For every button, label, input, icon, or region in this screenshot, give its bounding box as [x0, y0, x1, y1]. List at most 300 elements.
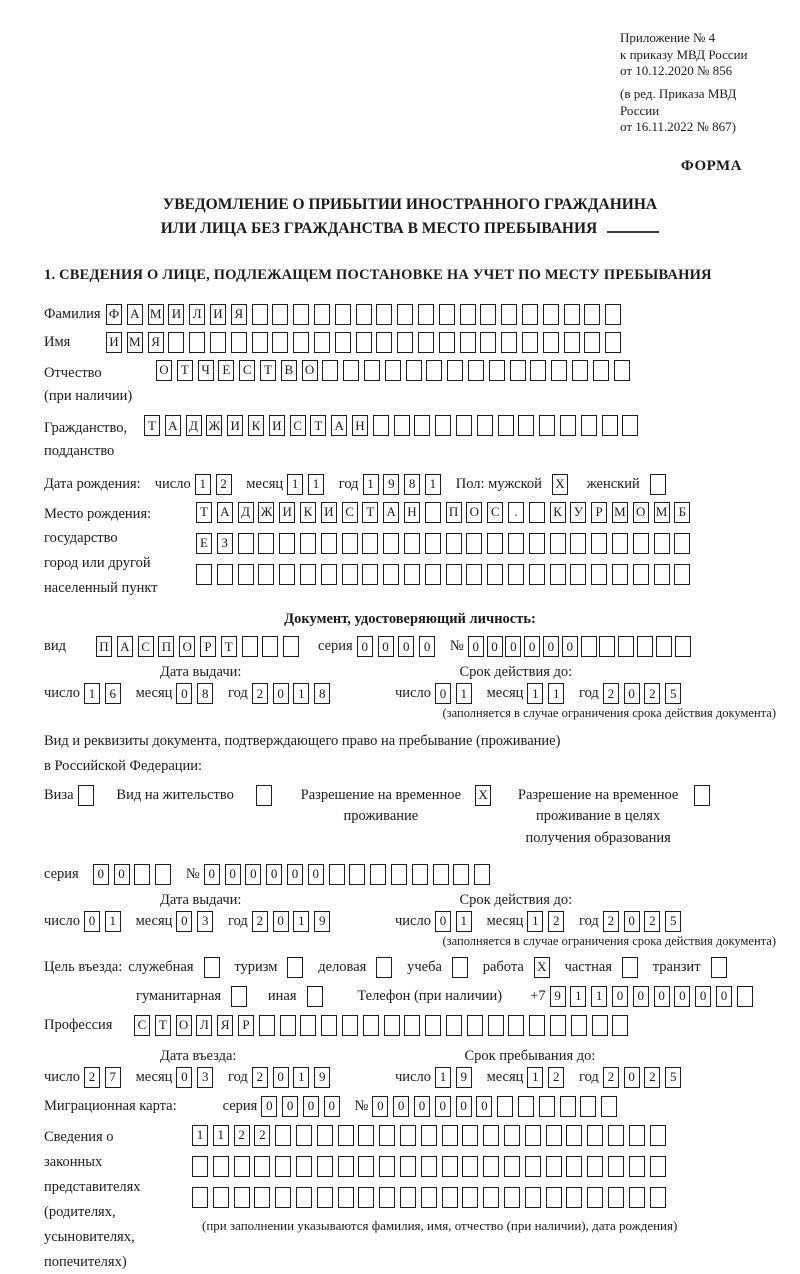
form-cell[interactable]: [358, 1187, 374, 1208]
form-cell[interactable]: 2: [254, 1125, 270, 1146]
form-cell[interactable]: [262, 636, 278, 657]
form-cell[interactable]: [358, 1156, 374, 1177]
form-cell[interactable]: [373, 415, 389, 436]
form-cell[interactable]: [675, 636, 691, 657]
form-cell[interactable]: [550, 533, 566, 554]
form-cell[interactable]: [404, 533, 420, 554]
form-cell[interactable]: [217, 564, 233, 585]
form-cell[interactable]: 0: [114, 864, 130, 885]
form-cell[interactable]: [418, 332, 434, 353]
form-cell[interactable]: 0: [84, 911, 100, 932]
form-cell[interactable]: [252, 332, 268, 353]
form-cell[interactable]: [599, 636, 615, 657]
form-cell[interactable]: [543, 332, 559, 353]
form-cell[interactable]: [272, 304, 288, 325]
form-cell[interactable]: 2: [548, 1067, 564, 1088]
form-cell[interactable]: 0: [624, 911, 640, 932]
form-cell[interactable]: [650, 1125, 666, 1146]
form-cell[interactable]: [421, 1187, 437, 1208]
form-cell[interactable]: [587, 1187, 603, 1208]
form-cell[interactable]: [650, 1156, 666, 1177]
form-cell[interactable]: 1: [287, 474, 303, 495]
form-cell[interactable]: А: [383, 502, 399, 523]
form-cell[interactable]: А: [331, 415, 347, 436]
form-cell[interactable]: [234, 1156, 250, 1177]
form-cell[interactable]: [584, 332, 600, 353]
form-cell[interactable]: [504, 1156, 520, 1177]
form-cell[interactable]: [442, 1187, 458, 1208]
form-cell[interactable]: [605, 304, 621, 325]
form-cell[interactable]: 0: [266, 864, 282, 885]
form-cell[interactable]: [446, 564, 462, 585]
form-cell[interactable]: [400, 1187, 416, 1208]
form-cell[interactable]: [329, 864, 345, 885]
form-cell[interactable]: Я: [217, 1015, 233, 1036]
form-cell[interactable]: 2: [644, 1067, 660, 1088]
form-cell[interactable]: 0: [414, 1096, 430, 1117]
form-cell[interactable]: Я: [148, 332, 164, 353]
form-cell[interactable]: 0: [324, 1096, 340, 1117]
form-cell[interactable]: 0: [372, 1096, 388, 1117]
form-cell[interactable]: [460, 332, 476, 353]
form-cell[interactable]: Л: [196, 1015, 212, 1036]
form-cell[interactable]: [204, 957, 220, 978]
form-cell[interactable]: 2: [644, 683, 660, 704]
form-cell[interactable]: 0: [225, 864, 241, 885]
form-cell[interactable]: [364, 360, 380, 381]
form-cell[interactable]: [300, 564, 316, 585]
form-cell[interactable]: [400, 1125, 416, 1146]
form-cell[interactable]: 2: [644, 911, 660, 932]
form-cell[interactable]: [462, 1156, 478, 1177]
form-cell[interactable]: 2: [603, 683, 619, 704]
form-cell[interactable]: 1: [527, 683, 543, 704]
form-cell[interactable]: Ч: [198, 360, 214, 381]
form-cell[interactable]: И: [106, 332, 122, 353]
form-cell[interactable]: 2: [252, 683, 268, 704]
form-cell[interactable]: X: [534, 957, 550, 978]
form-cell[interactable]: [397, 332, 413, 353]
title-blank-line[interactable]: [607, 231, 659, 233]
form-cell[interactable]: С: [134, 1015, 150, 1036]
form-cell[interactable]: 1: [456, 911, 472, 932]
form-cell[interactable]: [394, 415, 410, 436]
form-cell[interactable]: [376, 332, 392, 353]
form-cell[interactable]: 1: [308, 474, 324, 495]
form-cell[interactable]: [406, 360, 422, 381]
form-cell[interactable]: 0: [624, 683, 640, 704]
form-cell[interactable]: 0: [674, 986, 690, 1007]
form-cell[interactable]: 1: [105, 911, 121, 932]
form-cell[interactable]: 8: [197, 683, 213, 704]
form-cell[interactable]: [376, 304, 392, 325]
form-cell[interactable]: [608, 1125, 624, 1146]
form-cell[interactable]: [256, 785, 272, 806]
form-cell[interactable]: П: [96, 636, 112, 657]
form-cell[interactable]: М: [654, 502, 670, 523]
form-cell[interactable]: [629, 1125, 645, 1146]
form-cell[interactable]: [483, 1125, 499, 1146]
form-cell[interactable]: 0: [176, 1067, 192, 1088]
form-cell[interactable]: [581, 636, 597, 657]
form-cell[interactable]: [134, 864, 150, 885]
form-cell[interactable]: 1: [527, 911, 543, 932]
form-cell[interactable]: [446, 1015, 462, 1036]
form-cell[interactable]: [317, 1156, 333, 1177]
form-cell[interactable]: 0: [308, 864, 324, 885]
form-cell[interactable]: [404, 564, 420, 585]
form-cell[interactable]: [525, 1156, 541, 1177]
form-cell[interactable]: [612, 564, 628, 585]
form-cell[interactable]: 3: [197, 1067, 213, 1088]
form-cell[interactable]: [612, 533, 628, 554]
form-cell[interactable]: Р: [591, 502, 607, 523]
form-cell[interactable]: [383, 564, 399, 585]
form-cell[interactable]: [426, 360, 442, 381]
form-cell[interactable]: [539, 415, 555, 436]
form-cell[interactable]: [737, 986, 753, 1007]
form-cell[interactable]: 5: [665, 911, 681, 932]
form-cell[interactable]: Ф: [106, 304, 122, 325]
form-cell[interactable]: [525, 1125, 541, 1146]
form-cell[interactable]: [550, 1015, 566, 1036]
form-cell[interactable]: 0: [282, 1096, 298, 1117]
form-cell[interactable]: [362, 533, 378, 554]
form-cell[interactable]: [296, 1187, 312, 1208]
form-cell[interactable]: [296, 1156, 312, 1177]
form-cell[interactable]: 2: [84, 1067, 100, 1088]
form-cell[interactable]: [258, 564, 274, 585]
form-cell[interactable]: [518, 1096, 534, 1117]
form-cell[interactable]: [213, 1156, 229, 1177]
form-cell[interactable]: [363, 1015, 379, 1036]
form-cell[interactable]: 0: [273, 911, 289, 932]
form-cell[interactable]: 6: [105, 683, 121, 704]
form-cell[interactable]: [612, 1015, 628, 1036]
form-cell[interactable]: [433, 864, 449, 885]
form-cell[interactable]: 0: [456, 1096, 472, 1117]
form-cell[interactable]: О: [302, 360, 318, 381]
form-cell[interactable]: [425, 502, 441, 523]
form-cell[interactable]: [518, 415, 534, 436]
form-cell[interactable]: [259, 1015, 275, 1036]
form-cell[interactable]: 0: [505, 636, 521, 657]
form-cell[interactable]: [593, 360, 609, 381]
form-cell[interactable]: [654, 533, 670, 554]
form-cell[interactable]: [384, 1015, 400, 1036]
form-cell[interactable]: .: [508, 502, 524, 523]
form-cell[interactable]: [279, 533, 295, 554]
form-cell[interactable]: [231, 332, 247, 353]
form-cell[interactable]: [629, 1156, 645, 1177]
form-cell[interactable]: [242, 636, 258, 657]
form-cell[interactable]: Т: [155, 1015, 171, 1036]
form-cell[interactable]: [487, 533, 503, 554]
form-cell[interactable]: 2: [548, 911, 564, 932]
form-cell[interactable]: У: [570, 502, 586, 523]
form-cell[interactable]: Т: [144, 415, 160, 436]
form-cell[interactable]: [581, 415, 597, 436]
form-cell[interactable]: [196, 564, 212, 585]
form-cell[interactable]: 0: [633, 986, 649, 1007]
form-cell[interactable]: [546, 1125, 562, 1146]
form-cell[interactable]: [654, 564, 670, 585]
form-cell[interactable]: [529, 533, 545, 554]
form-cell[interactable]: [400, 1156, 416, 1177]
form-cell[interactable]: 2: [603, 911, 619, 932]
form-cell[interactable]: [453, 864, 469, 885]
form-cell[interactable]: [343, 360, 359, 381]
form-cell[interactable]: [550, 564, 566, 585]
form-cell[interactable]: Д: [186, 415, 202, 436]
form-cell[interactable]: [656, 636, 672, 657]
form-cell[interactable]: [480, 304, 496, 325]
form-cell[interactable]: [566, 1187, 582, 1208]
form-cell[interactable]: Т: [221, 636, 237, 657]
form-cell[interactable]: [280, 1015, 296, 1036]
form-cell[interactable]: 2: [603, 1067, 619, 1088]
form-cell[interactable]: [78, 785, 94, 806]
form-cell[interactable]: Р: [200, 636, 216, 657]
form-cell[interactable]: 0: [357, 636, 373, 657]
form-cell[interactable]: [592, 1015, 608, 1036]
form-cell[interactable]: 0: [524, 636, 540, 657]
form-cell[interactable]: [342, 564, 358, 585]
form-cell[interactable]: 9: [550, 986, 566, 1007]
form-cell[interactable]: М: [127, 332, 143, 353]
form-cell[interactable]: [254, 1156, 270, 1177]
form-cell[interactable]: [412, 864, 428, 885]
form-cell[interactable]: [338, 1125, 354, 1146]
form-cell[interactable]: [338, 1187, 354, 1208]
form-cell[interactable]: [435, 415, 451, 436]
form-cell[interactable]: 0: [476, 1096, 492, 1117]
form-cell[interactable]: [321, 1015, 337, 1036]
form-cell[interactable]: [614, 360, 630, 381]
form-cell[interactable]: К: [300, 502, 316, 523]
form-cell[interactable]: 7: [105, 1067, 121, 1088]
form-cell[interactable]: [321, 533, 337, 554]
form-cell[interactable]: И: [210, 304, 226, 325]
form-cell[interactable]: [391, 864, 407, 885]
form-cell[interactable]: [543, 304, 559, 325]
form-cell[interactable]: [650, 1187, 666, 1208]
form-cell[interactable]: 9: [314, 1067, 330, 1088]
form-cell[interactable]: [379, 1125, 395, 1146]
form-cell[interactable]: И: [168, 304, 184, 325]
form-cell[interactable]: [293, 332, 309, 353]
form-cell[interactable]: [349, 864, 365, 885]
form-cell[interactable]: [414, 415, 430, 436]
form-cell[interactable]: [560, 1096, 576, 1117]
form-cell[interactable]: [213, 1187, 229, 1208]
form-cell[interactable]: 1: [293, 1067, 309, 1088]
form-cell[interactable]: [587, 1125, 603, 1146]
form-cell[interactable]: [460, 304, 476, 325]
form-cell[interactable]: П: [158, 636, 174, 657]
form-cell[interactable]: [300, 533, 316, 554]
form-cell[interactable]: 0: [435, 683, 451, 704]
form-cell[interactable]: [508, 1015, 524, 1036]
form-cell[interactable]: [522, 304, 538, 325]
form-cell[interactable]: С: [290, 415, 306, 436]
form-cell[interactable]: [317, 1187, 333, 1208]
form-cell[interactable]: 1: [213, 1125, 229, 1146]
form-cell[interactable]: О: [156, 360, 172, 381]
form-cell[interactable]: 3: [197, 911, 213, 932]
form-cell[interactable]: [504, 1187, 520, 1208]
form-cell[interactable]: [510, 360, 526, 381]
form-cell[interactable]: [452, 957, 468, 978]
form-cell[interactable]: [254, 1187, 270, 1208]
form-cell[interactable]: [379, 1187, 395, 1208]
form-cell[interactable]: 0: [393, 1096, 409, 1117]
form-cell[interactable]: [335, 304, 351, 325]
form-cell[interactable]: [466, 564, 482, 585]
form-cell[interactable]: [525, 1187, 541, 1208]
form-cell[interactable]: [629, 1187, 645, 1208]
form-cell[interactable]: М: [148, 304, 164, 325]
form-cell[interactable]: [293, 304, 309, 325]
form-cell[interactable]: [155, 864, 171, 885]
form-cell[interactable]: 1: [591, 986, 607, 1007]
form-cell[interactable]: Т: [362, 502, 378, 523]
form-cell[interactable]: 0: [716, 986, 732, 1007]
form-cell[interactable]: [546, 1187, 562, 1208]
form-cell[interactable]: [275, 1187, 291, 1208]
form-cell[interactable]: И: [321, 502, 337, 523]
form-cell[interactable]: [462, 1187, 478, 1208]
form-cell[interactable]: 1: [527, 1067, 543, 1088]
form-cell[interactable]: 0: [468, 636, 484, 657]
form-cell[interactable]: [275, 1125, 291, 1146]
form-cell[interactable]: Е: [218, 360, 234, 381]
form-cell[interactable]: А: [127, 304, 143, 325]
form-cell[interactable]: [456, 415, 472, 436]
form-cell[interactable]: [234, 1187, 250, 1208]
form-cell[interactable]: А: [165, 415, 181, 436]
form-cell[interactable]: Т: [260, 360, 276, 381]
form-cell[interactable]: [300, 1015, 316, 1036]
form-cell[interactable]: [508, 564, 524, 585]
form-cell[interactable]: [601, 1096, 617, 1117]
form-cell[interactable]: [168, 332, 184, 353]
form-cell[interactable]: 0: [419, 636, 435, 657]
form-cell[interactable]: 1: [425, 474, 441, 495]
form-cell[interactable]: [338, 1156, 354, 1177]
form-cell[interactable]: [321, 564, 337, 585]
form-cell[interactable]: [497, 1096, 513, 1117]
form-cell[interactable]: 0: [695, 986, 711, 1007]
form-cell[interactable]: [694, 785, 710, 806]
form-cell[interactable]: [587, 1156, 603, 1177]
form-cell[interactable]: [421, 1156, 437, 1177]
form-cell[interactable]: [480, 332, 496, 353]
form-cell[interactable]: В: [281, 360, 297, 381]
form-cell[interactable]: [501, 304, 517, 325]
form-cell[interactable]: 5: [665, 683, 681, 704]
form-cell[interactable]: [307, 986, 323, 1007]
form-cell[interactable]: 0: [487, 636, 503, 657]
form-cell[interactable]: [564, 332, 580, 353]
form-cell[interactable]: Д: [238, 502, 254, 523]
form-cell[interactable]: 2: [216, 474, 232, 495]
form-cell[interactable]: [418, 304, 434, 325]
form-cell[interactable]: [189, 332, 205, 353]
form-cell[interactable]: С: [487, 502, 503, 523]
form-cell[interactable]: [580, 1096, 596, 1117]
form-cell[interactable]: С: [138, 636, 154, 657]
form-cell[interactable]: 0: [204, 864, 220, 885]
form-cell[interactable]: 0: [176, 911, 192, 932]
form-cell[interactable]: [379, 1156, 395, 1177]
form-cell[interactable]: К: [550, 502, 566, 523]
form-cell[interactable]: И: [227, 415, 243, 436]
form-cell[interactable]: [258, 533, 274, 554]
form-cell[interactable]: [272, 332, 288, 353]
form-cell[interactable]: 0: [562, 636, 578, 657]
form-cell[interactable]: [404, 1015, 420, 1036]
form-cell[interactable]: [674, 533, 690, 554]
form-cell[interactable]: [287, 957, 303, 978]
form-cell[interactable]: Н: [352, 415, 368, 436]
form-cell[interactable]: 0: [624, 1067, 640, 1088]
form-cell[interactable]: 1: [363, 474, 379, 495]
form-cell[interactable]: Л: [189, 304, 205, 325]
form-cell[interactable]: [421, 1125, 437, 1146]
form-cell[interactable]: [489, 360, 505, 381]
form-cell[interactable]: 5: [665, 1067, 681, 1088]
form-cell[interactable]: [522, 332, 538, 353]
form-cell[interactable]: [342, 533, 358, 554]
form-cell[interactable]: [539, 1096, 555, 1117]
form-cell[interactable]: [501, 332, 517, 353]
form-cell[interactable]: 0: [435, 1096, 451, 1117]
form-cell[interactable]: 1: [195, 474, 211, 495]
form-cell[interactable]: 2: [252, 911, 268, 932]
form-cell[interactable]: 0: [654, 986, 670, 1007]
form-cell[interactable]: 1: [456, 683, 472, 704]
form-cell[interactable]: [483, 1187, 499, 1208]
form-cell[interactable]: [447, 360, 463, 381]
form-cell[interactable]: 8: [314, 683, 330, 704]
form-cell[interactable]: Т: [177, 360, 193, 381]
form-cell[interactable]: [529, 1015, 545, 1036]
form-cell[interactable]: [474, 864, 490, 885]
form-cell[interactable]: З: [217, 533, 233, 554]
form-cell[interactable]: [608, 1187, 624, 1208]
form-cell[interactable]: [296, 1125, 312, 1146]
form-cell[interactable]: [210, 332, 226, 353]
form-cell[interactable]: [442, 1125, 458, 1146]
form-cell[interactable]: И: [279, 502, 295, 523]
form-cell[interactable]: [442, 1156, 458, 1177]
form-cell[interactable]: 9: [383, 474, 399, 495]
form-cell[interactable]: [591, 564, 607, 585]
form-cell[interactable]: 0: [398, 636, 414, 657]
form-cell[interactable]: [317, 1125, 333, 1146]
form-cell[interactable]: [622, 415, 638, 436]
form-cell[interactable]: [633, 533, 649, 554]
form-cell[interactable]: [322, 360, 338, 381]
form-cell[interactable]: [546, 1156, 562, 1177]
form-cell[interactable]: [605, 332, 621, 353]
form-cell[interactable]: Б: [674, 502, 690, 523]
form-cell[interactable]: [192, 1156, 208, 1177]
form-cell[interactable]: [477, 415, 493, 436]
form-cell[interactable]: [383, 533, 399, 554]
form-cell[interactable]: [376, 957, 392, 978]
